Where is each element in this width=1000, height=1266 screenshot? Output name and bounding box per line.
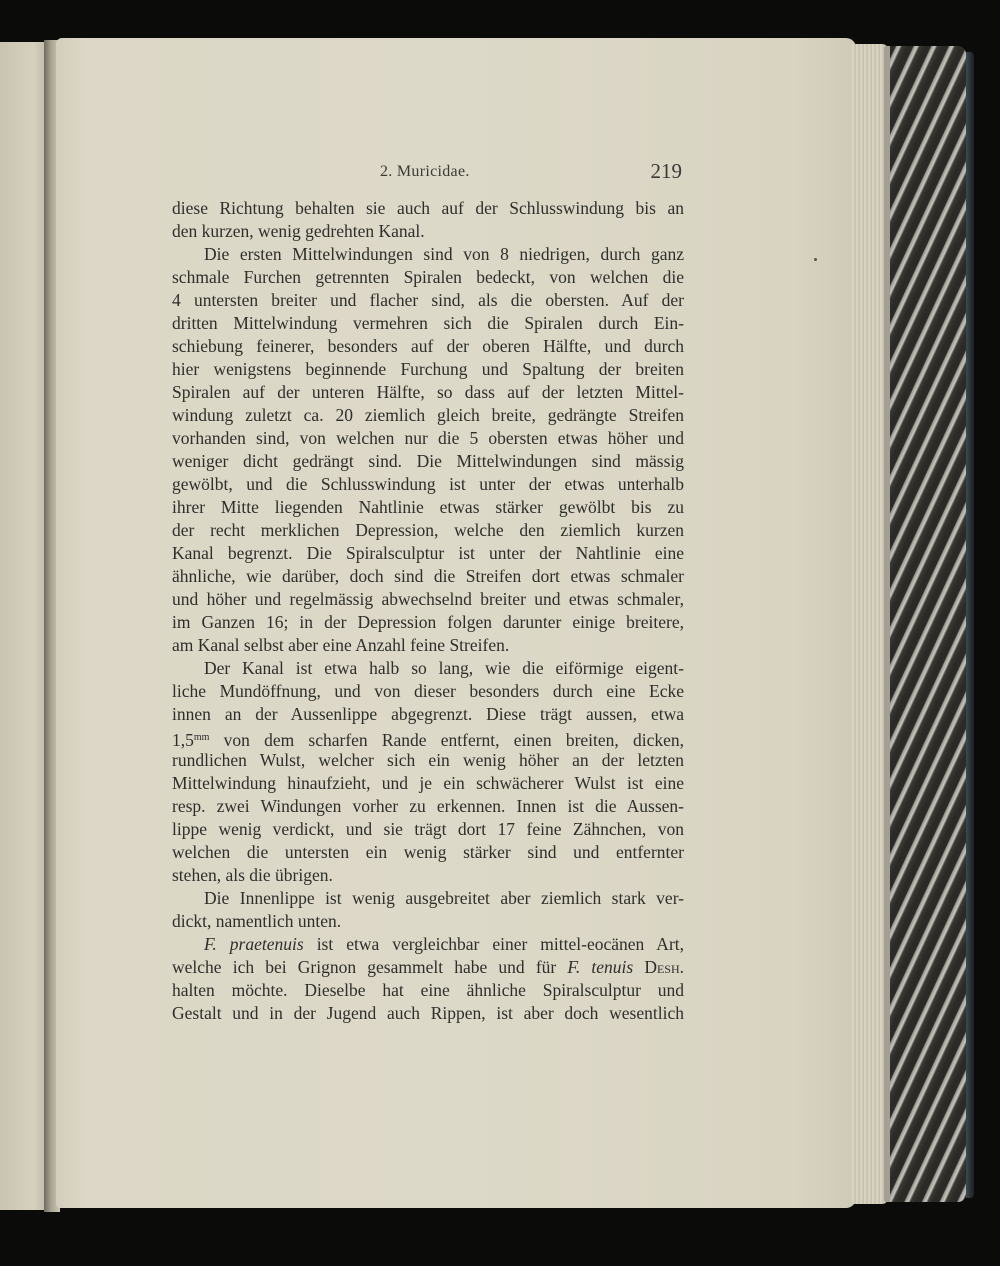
left-page-edge <box>0 42 48 1210</box>
text-line: hier wenigstens beginnende Furchung und Spaltung der breiten <box>172 359 684 379</box>
text-line: stehen, als die übrigen. <box>172 865 333 885</box>
text-line <box>172 933 684 956</box>
text-line <box>172 956 684 979</box>
page-header <box>172 159 684 189</box>
text-line: schiebung feinerer, besonders auf der oberen Hälfte, und durch <box>172 336 684 356</box>
species-name: F. praetenuis <box>204 934 304 954</box>
running-head: 2. Muricidae. <box>380 163 470 180</box>
text-fragment: ist etwa vergleichbar einer mittel-eocänen Art, <box>316 934 685 954</box>
text-line: Die ersten Mittelwindungen sind von 8 niedrigen, durch ganz <box>204 244 684 264</box>
text-line: den kurzen, wenig gedrehten Kanal. <box>172 221 425 241</box>
text-line: innen an der Aussenlippe abgegrenzt. Diese trägt aussen, etwa <box>172 704 684 724</box>
text-line: der recht merklichen Depression, welche den ziemlich kurzen <box>172 520 684 540</box>
text-line: lippe wenig verdickt, und sie trägt dort 17 feine Zähnchen, von <box>172 819 684 839</box>
text-line: welchen die untersten ein wenig stärker sind und entfernter <box>172 842 684 862</box>
text-line: ihrer Mitte liegenden Nahtlinie etwas stärker gewölbt bis zu <box>172 497 684 517</box>
text-line: Der Kanal ist etwa halb so lang, wie die eiförmige eigent- <box>204 658 684 678</box>
text-line: gewölbt, und die Schlusswindung ist unter der etwas unterhalb <box>172 474 684 494</box>
species-name: F. tenuis <box>567 957 634 977</box>
text-line: rundlichen Wulst, welcher sich ein wenig höher an der letzten <box>172 750 684 770</box>
text-line: Die Innenlippe ist wenig ausgebreitet aber ziemlich stark ver- <box>204 888 684 908</box>
text-line: und höher und regelmässig abwechselnd breiter und etwas schmaler, <box>172 589 684 609</box>
text-line: dickt, namentlich unten. <box>172 911 342 931</box>
text-line: windung zuletzt ca. 20 ziemlich gleich breite, gedrängte Streifen <box>172 405 684 425</box>
text-line: vorhanden sind, von welchen nur die 5 obersten etwas höher und <box>172 428 684 448</box>
cover-binding-edge <box>966 52 974 1198</box>
paper-speck <box>814 258 817 261</box>
measure-unit: mm <box>193 732 210 743</box>
text-line: Spiralen auf der unteren Hälfte, so dass auf der letzten Mittel- <box>172 382 684 402</box>
page-number: 219 <box>650 159 682 183</box>
text-line: Kanal begrenzt. Die Spiralsculptur ist unter der Nahtlinie eine <box>172 543 684 563</box>
page-stack-edge <box>852 44 888 1204</box>
text-line: weniger dicht gedrängt sind. Die Mittelwindungen sind mässig <box>172 451 684 471</box>
text-line: halten möchte. Dieselbe hat eine ähnliche Spiralsculptur und <box>172 980 684 1000</box>
text-line: dritten Mittelwindung vermehren sich die Spiralen durch Ein- <box>172 313 684 333</box>
measure-value: 1,5 <box>172 730 194 750</box>
text-line <box>172 726 684 749</box>
text-line: schmale Furchen getrennten Spiralen bedeckt, von welchen die <box>172 267 684 287</box>
text-line: am Kanal selbst aber eine Anzahl feine Streifen. <box>172 635 510 655</box>
measurement <box>172 730 209 750</box>
text-fragment: welche ich bei Grignon gesammelt habe und für <box>172 957 557 977</box>
body-text <box>172 197 684 1025</box>
text-line: Mittelwindung hinaufzieht, und je ein schwächerer Wulst ist eine <box>172 773 684 793</box>
text-line: liche Mundöffnung, und von dieser besonders durch eine Ecke <box>172 681 684 701</box>
text-line: Gestalt und in der Jugend auch Rippen, ist aber doch wesentlich <box>172 1003 684 1023</box>
marbled-cover-edge <box>884 46 966 1202</box>
text-line: im Ganzen 16; in der Depression folgen darunter einige breitere, <box>172 612 684 632</box>
text-line: resp. zwei Windungen vorher zu erkennen. Innen ist die Aussen- <box>172 796 684 816</box>
text-fragment: von dem scharfen Rande entfernt, einen breiten, dicken, <box>223 730 685 750</box>
author-name: Desh. <box>644 957 684 977</box>
text-line: 4 untersten breiter und flacher sind, als die obersten. Auf der <box>172 290 684 310</box>
text-line: ähnliche, wie darüber, doch sind die Streifen dort etwas schmaler <box>172 566 684 586</box>
text-line: diese Richtung behalten sie auch auf der Schlusswindung bis an <box>172 198 684 218</box>
